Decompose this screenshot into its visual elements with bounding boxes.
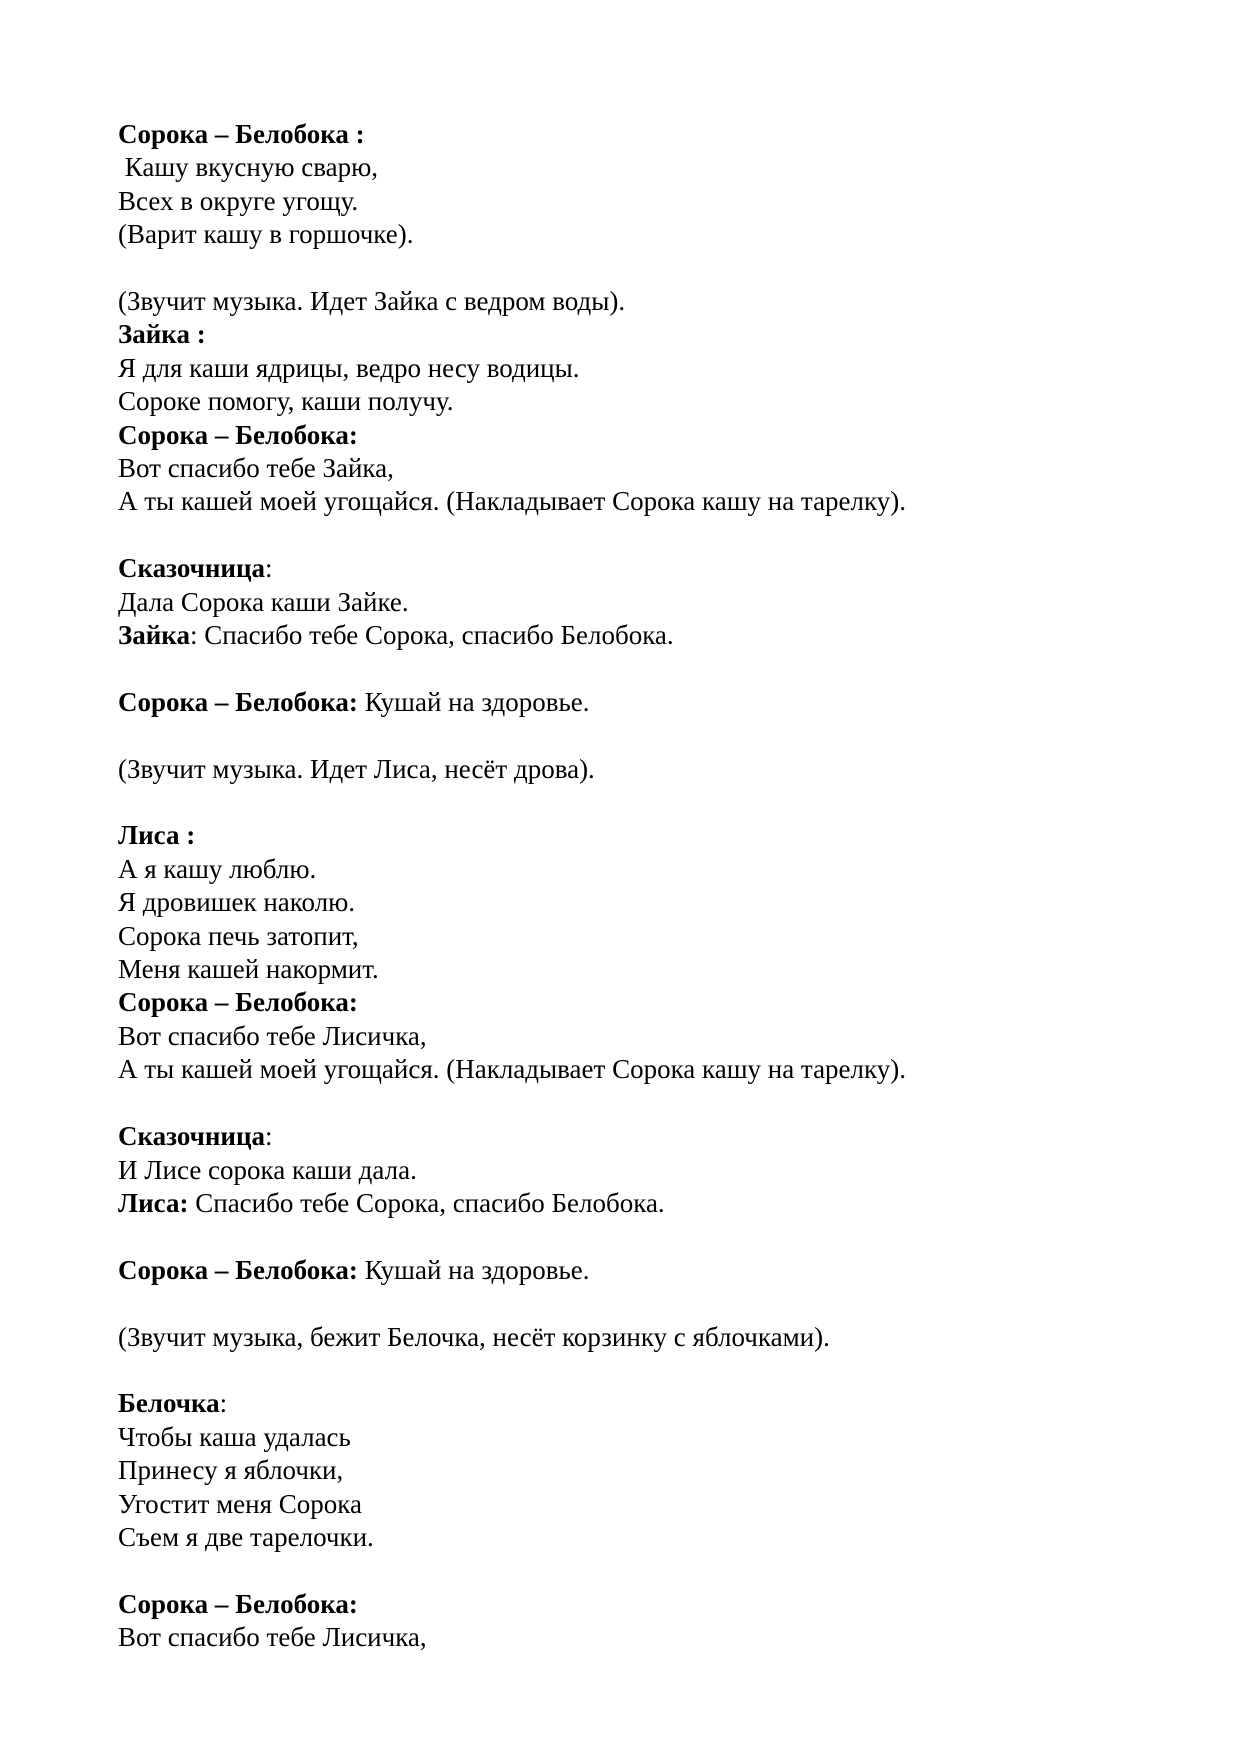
- speaker-line: [118, 619, 1158, 652]
- line-text: Вот спасибо тебе Лисичка,: [118, 1622, 427, 1653]
- dialogue-line: [118, 1488, 1158, 1521]
- line-text: И Лисе сорока каши дала.: [118, 1154, 417, 1185]
- line-text: Сороке помогу, каши получу.: [118, 386, 454, 417]
- dialogue-line: [118, 753, 1158, 786]
- line-text: Всех в округе угощу.: [118, 185, 359, 216]
- speaker-line: [118, 1588, 1158, 1621]
- dialogue-line: [118, 886, 1158, 919]
- dialogue-line: [118, 920, 1158, 953]
- blank-line: [118, 1287, 1158, 1320]
- dialogue-line: [118, 1020, 1158, 1053]
- speaker-name: Сорока – Белобока:: [118, 686, 358, 717]
- blank-line: [118, 1220, 1158, 1253]
- dialogue-line: [118, 1421, 1158, 1454]
- line-text: Меня кашей накормит.: [118, 954, 379, 985]
- blank-line: [118, 1554, 1158, 1587]
- speaker-line: [118, 318, 1158, 351]
- dialogue-line: [118, 485, 1158, 518]
- speaker-line: [118, 1387, 1158, 1420]
- blank-line: [118, 719, 1158, 752]
- dialogue-line: [118, 452, 1158, 485]
- dialogue-line: [118, 1521, 1158, 1554]
- speaker-line: [118, 986, 1158, 1019]
- speaker-line: [118, 1120, 1158, 1153]
- line-text: Чтобы каша удалась: [118, 1421, 351, 1452]
- line-text: Я дровишек наколю.: [118, 887, 356, 918]
- speaker-name: Сорока – Белобока:: [118, 987, 358, 1018]
- dialogue-line: [118, 953, 1158, 986]
- speaker-name: Сорока – Белобока :: [118, 119, 365, 149]
- line-text: Дала Сорока каши Зайке.: [118, 586, 409, 617]
- dialogue-line: [118, 1154, 1158, 1187]
- blank-line: [118, 519, 1158, 552]
- line-text: Сорока печь затопит,: [118, 920, 359, 951]
- dialogue-line: [118, 185, 1158, 218]
- speaker-name: Зайка: [118, 620, 190, 651]
- line-text: (Звучит музыка, бежит Белочка, несёт корзинку с яблочками).: [118, 1321, 830, 1352]
- blank-line: [118, 252, 1158, 285]
- dialogue-line: [118, 1454, 1158, 1487]
- speaker-text: :: [265, 553, 273, 584]
- line-text: А ты кашей моей угощайся. (Накладывает Сорока кашу на тарелку).: [118, 1054, 906, 1085]
- dialogue-line: [118, 1321, 1158, 1354]
- speaker-line: [118, 419, 1158, 452]
- speaker-line: [118, 1254, 1158, 1287]
- line-text: Принесу я яблочки,: [118, 1455, 344, 1486]
- line-text: (Звучит музыка. Идет Зайка с ведром воды).: [118, 286, 626, 317]
- speaker-name: Зайка :: [118, 319, 206, 350]
- speaker-name: Белочка: [118, 1388, 220, 1419]
- speaker-text: Кушай на здоровье.: [357, 686, 590, 717]
- speaker-text: :: [219, 1388, 228, 1419]
- dialogue-line: [118, 151, 1158, 184]
- document-body: [118, 118, 1158, 1655]
- blank-line: [118, 652, 1158, 685]
- speaker-text: : Спасибо тебе Сорока, спасибо Белобока.: [189, 620, 674, 651]
- dialogue-line: [118, 285, 1158, 318]
- line-text: А я кашу люблю.: [118, 853, 317, 884]
- line-text: (Варит кашу в горшочке).: [118, 219, 414, 250]
- speaker-text: Кушай на здоровье.: [357, 1254, 590, 1285]
- speaker-name: Сорока – Белобока:: [118, 1588, 358, 1619]
- line-text: Вот спасибо тебе Зайка,: [118, 453, 394, 484]
- speaker-line: [118, 118, 1158, 151]
- speaker-line: [118, 819, 1158, 852]
- speaker-name: Сорока – Белобока:: [118, 1254, 358, 1285]
- speaker-name: Лиса:: [118, 1187, 189, 1218]
- dialogue-line: [118, 586, 1158, 619]
- line-text: Кашу вкусную сварю,: [118, 152, 379, 183]
- speaker-name: Сказочница: [118, 553, 266, 584]
- line-text: Съем я две тарелочки.: [118, 1521, 374, 1552]
- dialogue-line: [118, 385, 1158, 418]
- dialogue-line: [118, 218, 1158, 251]
- line-text: Вот спасибо тебе Лисичка,: [118, 1020, 427, 1051]
- dialogue-line: [118, 352, 1158, 385]
- speaker-line: [118, 686, 1158, 719]
- speaker-text: Спасибо тебе Сорока, спасибо Белобока.: [188, 1187, 665, 1218]
- line-text: (Звучит музыка. Идет Лиса, несёт дрова).: [118, 753, 595, 784]
- blank-line: [118, 786, 1158, 819]
- speaker-line: [118, 552, 1158, 585]
- dialogue-line: [118, 1621, 1158, 1654]
- speaker-name: Лиса :: [118, 820, 196, 851]
- speaker-name: Сорока – Белобока:: [118, 419, 358, 450]
- line-text: Я для каши ядрицы, ведро несу водицы.: [118, 352, 580, 383]
- speaker-text: :: [265, 1121, 273, 1152]
- line-text: А ты кашей моей угощайся. (Накладывает Сорока кашу на тарелку).: [118, 486, 906, 517]
- blank-line: [118, 1354, 1158, 1387]
- dialogue-line: [118, 853, 1158, 886]
- speaker-line: [118, 1187, 1158, 1220]
- speaker-name: Сказочница: [118, 1121, 266, 1152]
- blank-line: [118, 1087, 1158, 1120]
- line-text: Угостит меня Сорока: [118, 1488, 362, 1519]
- dialogue-line: [118, 1053, 1158, 1086]
